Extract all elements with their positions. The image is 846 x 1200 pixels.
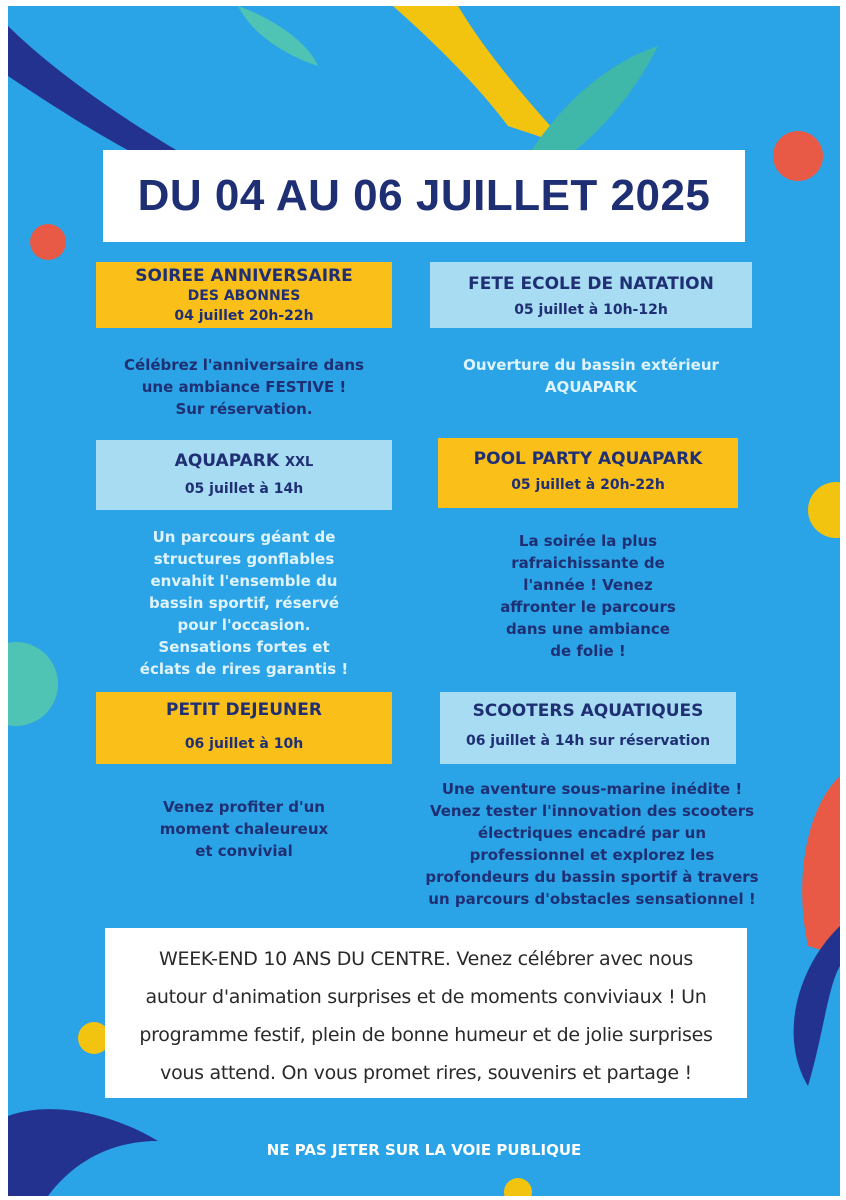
weekend-line: programme festif, plein de bonne humeur et de jolie surprises bbox=[139, 1024, 713, 1046]
desc-line: envahit l'ensemble du bbox=[150, 572, 338, 590]
event-dejeuner-label bbox=[96, 692, 392, 764]
desc-line: moment chaleureux bbox=[159, 820, 329, 838]
event-pool-party-label bbox=[438, 438, 738, 508]
poster bbox=[8, 6, 840, 1196]
event-aquapark-title: AQUAPARK bbox=[174, 451, 280, 471]
desc-line: de folie ! bbox=[550, 642, 626, 660]
desc-line: une ambiance FESTIVE ! bbox=[141, 378, 347, 396]
desc-line: profondeurs du bassin sportif à travers bbox=[425, 868, 759, 886]
desc-line: Un parcours géant de bbox=[152, 528, 336, 546]
event-scooters-title: SCOOTERS AQUATIQUES bbox=[472, 701, 704, 721]
desc-line: professionnel et explorez les bbox=[469, 846, 715, 864]
red-circle-right bbox=[773, 131, 823, 181]
weekend-line: vous attend. On vous promet rires, souvenirs et partage ! bbox=[160, 1062, 692, 1084]
event-scooters-label bbox=[440, 692, 736, 764]
desc-line: structures gonflables bbox=[153, 550, 335, 568]
teal-circle-left bbox=[8, 642, 58, 726]
desc-line: Venez profiter d'un bbox=[163, 798, 325, 816]
event-scooters-description bbox=[400, 778, 784, 910]
navy-leaf-right bbox=[794, 926, 840, 1086]
event-fete-description bbox=[430, 354, 752, 398]
desc-line: et convivial bbox=[195, 842, 293, 860]
event-pool-party-date: 05 juillet à 20h-22h bbox=[511, 477, 665, 493]
event-fete-title: FETE ECOLE DE NATATION bbox=[468, 274, 714, 294]
desc-line: rafraichissante de bbox=[511, 554, 665, 572]
event-soiree-label bbox=[96, 262, 392, 328]
desc-line: Ouverture du bassin extérieur bbox=[463, 356, 719, 374]
desc-line: Célébrez l'anniversaire dans bbox=[124, 356, 364, 374]
desc-line: pour l'occasion. bbox=[177, 616, 311, 634]
event-aquapark-description bbox=[96, 526, 392, 680]
desc-line: Sensations fortes et bbox=[158, 638, 330, 656]
desc-line: l'année ! Venez bbox=[523, 576, 653, 594]
footer-notice: NE PAS JETER SUR LA VOIE PUBLIQUE bbox=[266, 1141, 582, 1159]
event-aquapark-date: 05 juillet à 14h bbox=[184, 481, 304, 497]
event-soiree-title-line2: DES ABONNES bbox=[187, 288, 301, 304]
event-dejeuner-description bbox=[96, 796, 392, 862]
red-arc-right bbox=[802, 776, 840, 956]
desc-line: affronter le parcours bbox=[500, 598, 676, 616]
event-aquapark-title-row bbox=[96, 448, 392, 476]
event-pool-party-title: POOL PARTY AQUAPARK bbox=[473, 449, 703, 469]
navy-wave-top-left-decoration bbox=[8, 26, 178, 166]
event-dejeuner-date: 06 juillet à 10h bbox=[184, 736, 304, 752]
desc-line: électriques encadré par un bbox=[477, 824, 707, 842]
teal-leaf-decoration bbox=[238, 6, 318, 66]
event-pool-party-description bbox=[438, 530, 738, 662]
desc-line: éclats de rires garantis ! bbox=[139, 660, 349, 678]
yellow-circle-bottom-center bbox=[504, 1178, 532, 1196]
event-scooters-date: 06 juillet à 14h sur réservation bbox=[465, 733, 711, 749]
page-title: DU 04 AU 06 JUILLET 2025 bbox=[137, 171, 711, 220]
header-banner bbox=[103, 150, 745, 242]
red-circle-left bbox=[30, 224, 66, 260]
desc-line: AQUAPARK bbox=[544, 378, 638, 396]
desc-line: bassin sportif, réservé bbox=[148, 594, 340, 612]
weekend-summary-box bbox=[105, 928, 747, 1098]
yellow-circle-right bbox=[808, 482, 840, 538]
desc-line: La soirée la plus bbox=[518, 532, 658, 550]
event-aquapark-label bbox=[96, 440, 392, 510]
event-fete-date: 05 juillet à 10h-12h bbox=[514, 302, 668, 318]
desc-line: un parcours d'obstacles sensationnel ! bbox=[428, 890, 756, 908]
teal-drop-decoration bbox=[528, 46, 658, 156]
event-soiree-date: 04 juillet 20h-22h bbox=[174, 308, 314, 324]
event-soiree-title-line1: SOIREE ANNIVERSAIRE bbox=[135, 266, 353, 286]
desc-line: dans une ambiance bbox=[506, 620, 670, 638]
event-soiree-description bbox=[96, 354, 392, 420]
yellow-ribbon-decoration bbox=[393, 6, 568, 146]
event-fete-label bbox=[430, 262, 752, 328]
desc-line: Venez tester l'innovation des scooters bbox=[429, 802, 755, 820]
event-aquapark-title-suffix: XXL bbox=[284, 455, 314, 470]
desc-line: Une aventure sous-marine inédite ! bbox=[441, 780, 743, 798]
weekend-line: WEEK-END 10 ANS DU CENTRE. Venez célébrer avec nous bbox=[159, 948, 693, 970]
event-dejeuner-title: PETIT DEJEUNER bbox=[166, 700, 322, 720]
desc-line: Sur réservation. bbox=[175, 400, 313, 418]
weekend-line: autour d'animation surprises et de moments conviviaux ! Un bbox=[145, 986, 707, 1008]
